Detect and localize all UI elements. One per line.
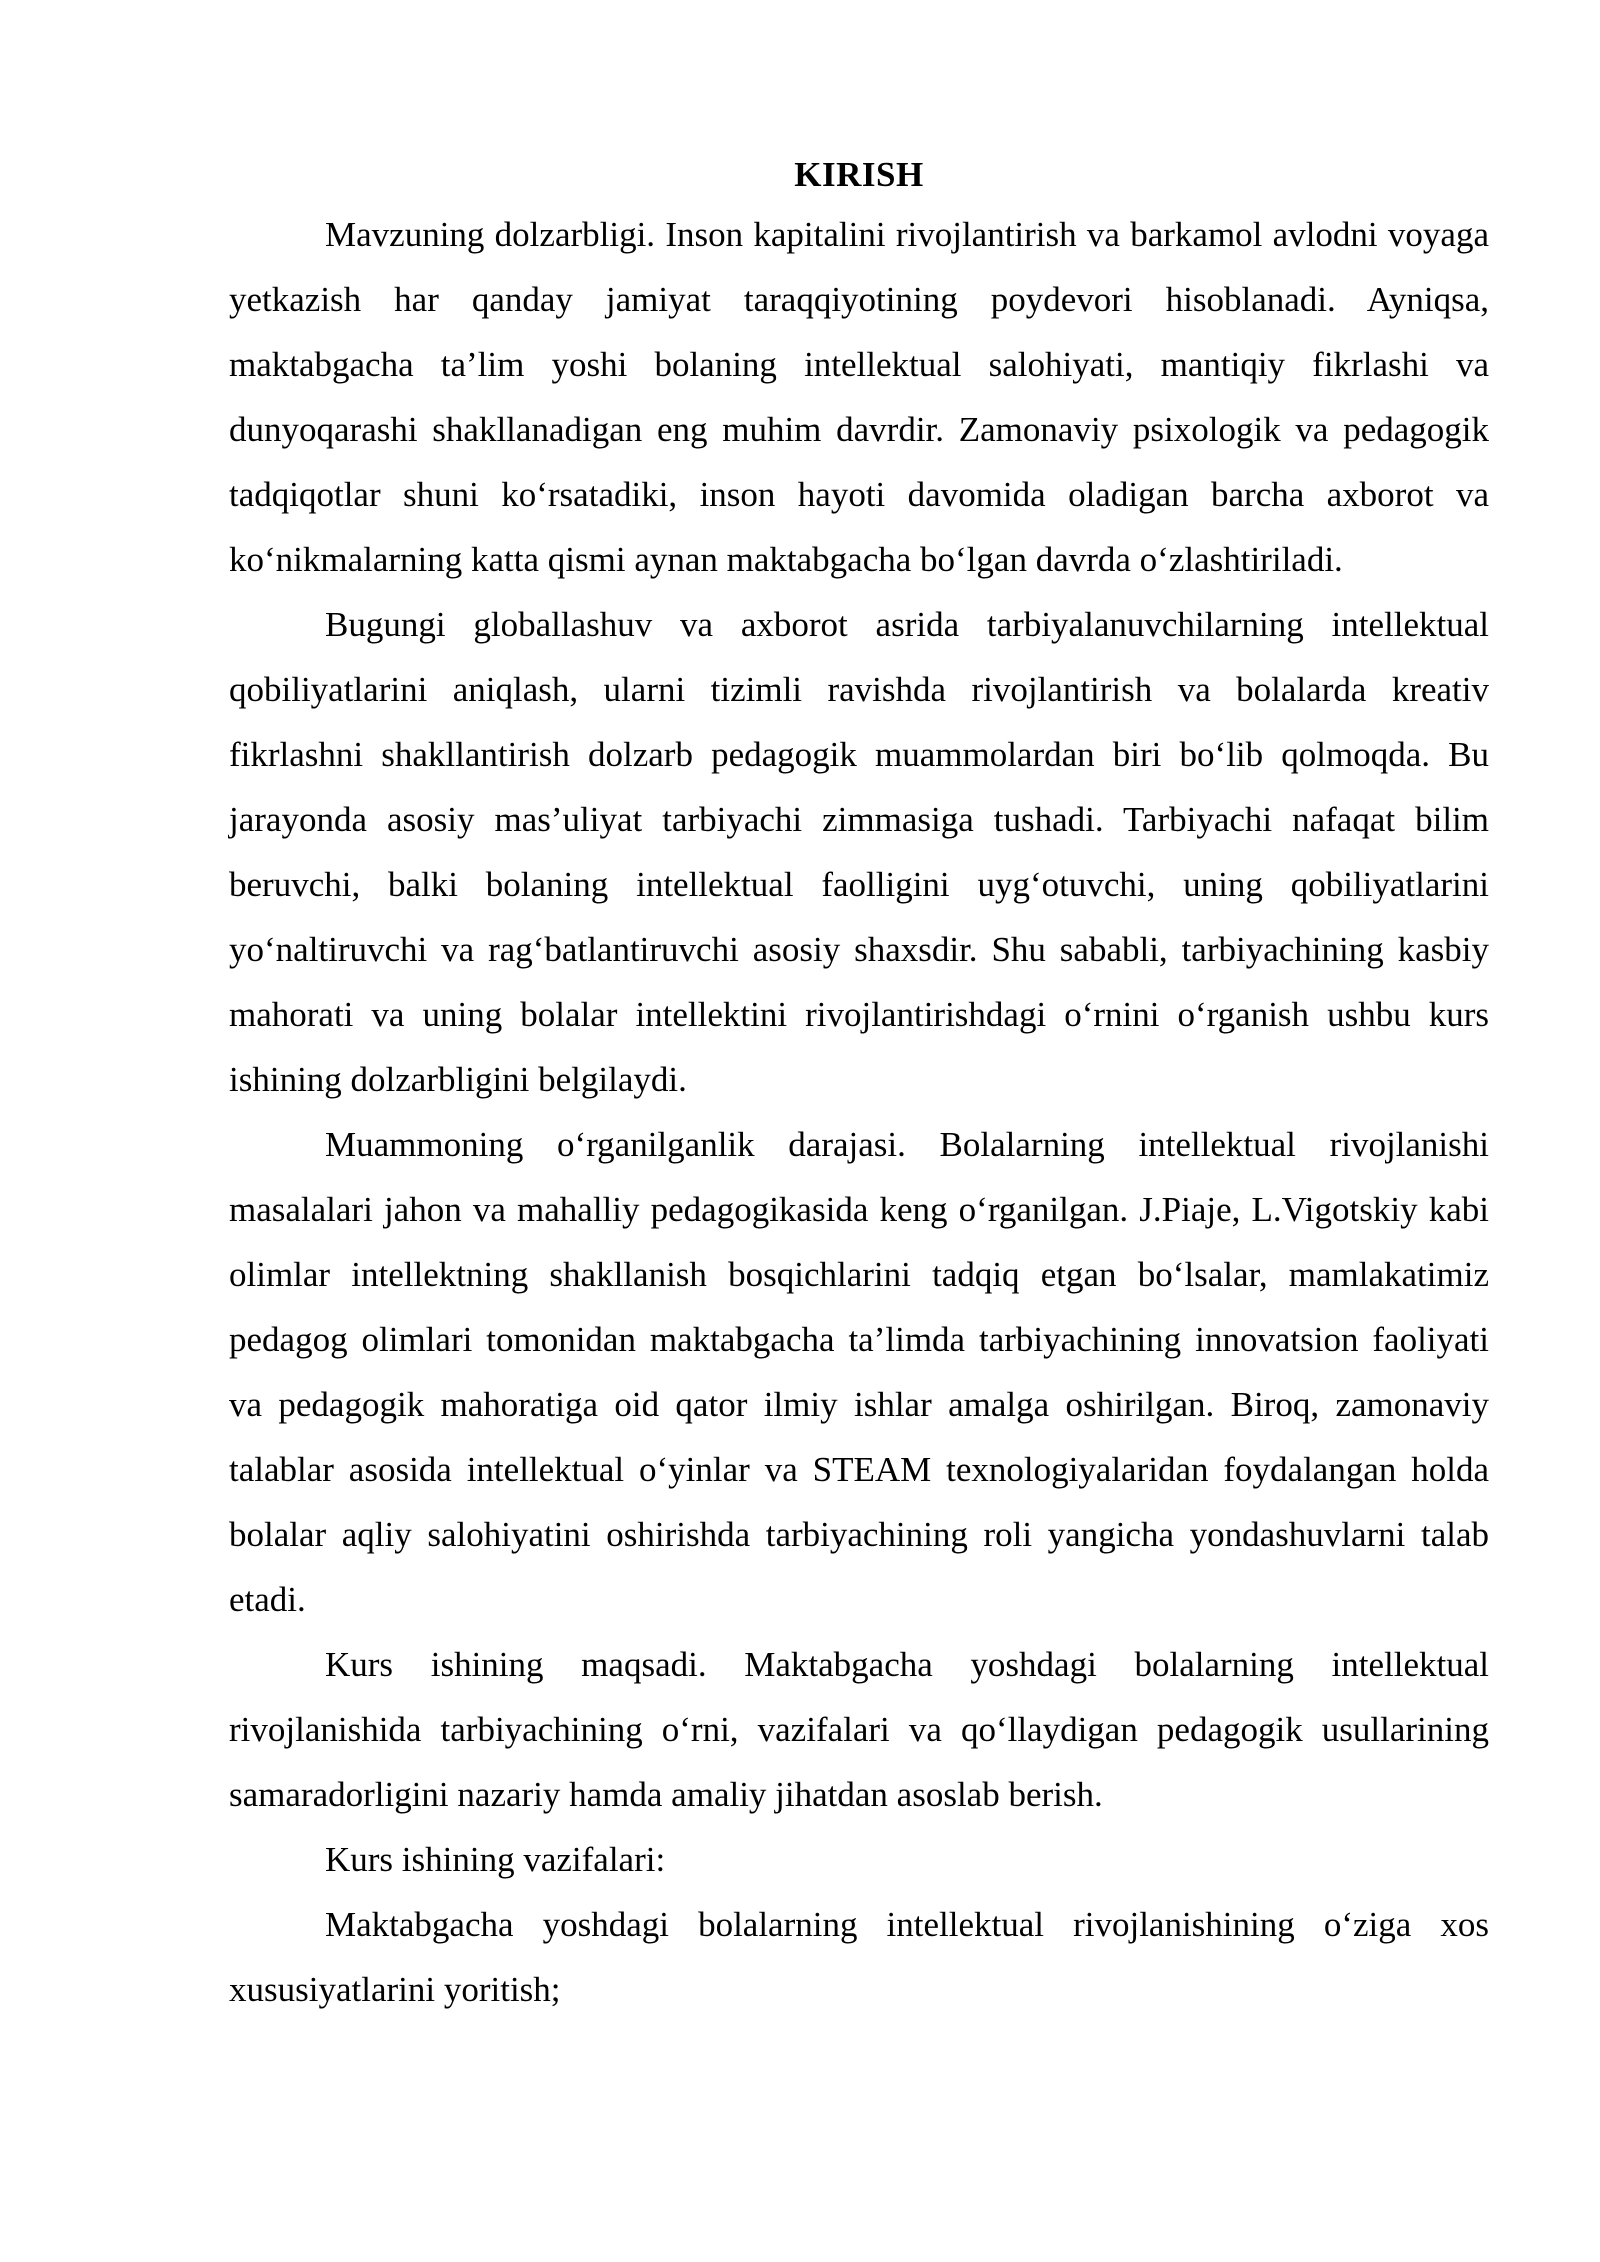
paragraph-research-status: Muammoning o‘rganilganlik darajasi. Bolalarning intellektual rivojlanishi masalalari jahon va mahalliy pedagogikasida keng o‘rganilgan. J.Piaje, L.Vigotskiy kabi olimlar intellektning shakllanish bosqichlarini tadqiq etgan bo‘lsalar, mamlakatimiz pedagog olimlari tomonidan maktabgacha ta’limda tarbiyachining innovatsion faoliyati va pedagogik mahoratiga oid qator ilmiy ishlar amalga oshirilgan. Biroq, zamonaviy talablar asosida intellektual o‘yinlar va STEAM texnologiyalaridan foydalangan holda bolalar aqliy salohiyatini oshirishda tarbiyachining roli yangicha yondashuvlarni talab etadi. <box>229 1125 1489 1619</box>
paragraph-tasks-heading: Kurs ishining vazifalari: <box>325 1840 666 1879</box>
paragraph-relevance: Mavzuning dolzarbligi. Inson kapitalini rivojlantirish va barkamol avlodni voyaga yetkazish har qanday jamiyat taraqqiyotining poydevori hisoblanadi. Ayniqsa, maktabgacha ta’lim yoshi bolaning intellektual salohiyati, mantiqiy fikrlashi va dunyoqarashi shakllanadigan eng muhim davrdir. Zamonaviy psixologik va pedagogik tadqiqotlar shuni ko‘rsatadiki, inson hayoti davomida oladigan barcha axborot va ko‘nikmalarning katta qismi aynan maktabgacha bo‘lgan davrda o‘zlashtiriladi. <box>229 215 1489 579</box>
section-title: KIRISH <box>794 155 924 194</box>
paragraph-goal: Kurs ishining maqsadi. Maktabgacha yoshdagi bolalarning intellektual rivojlanishida tarbiyachining o‘rni, vazifalari va qo‘llaydigan pedagogik usullarining samaradorligini nazariy hamda amaliy jihatdan asoslab berish. <box>229 1645 1489 1814</box>
paragraph-globalization: Bugungi globallashuv va axborot asrida tarbiyalanuvchilarning intellektual qobiliyatlarini aniqlash, ularni tizimli ravishda rivojlantirish va bolalarda kreativ fikrlashni shakllantirish dolzarb pedagogik muammolardan biri bo‘lib qolmoqda. Bu jarayonda asosiy mas’uliyat tarbiyachi zimmasiga tushadi. Tarbiyachi nafaqat bilim beruvchi, balki bolaning intellektual faolligini uyg‘otuvchi, uning qobiliyatlarini yo‘naltiruvchi va rag‘batlantiruvchi asosiy shaxsdir. Shu sababli, tarbiyachining kasbiy mahorati va uning bolalar intellektini rivojlantirishdagi o‘rnini o‘rganish ushbu kurs ishining dolzarbligini belgilaydi. <box>229 605 1489 1099</box>
document-body <box>229 148 1489 2022</box>
paragraph-task-item: Maktabgacha yoshdagi bolalarning intellektual rivojlanishining o‘ziga xos xususiyatlarini yoritish; <box>229 1905 1489 2009</box>
